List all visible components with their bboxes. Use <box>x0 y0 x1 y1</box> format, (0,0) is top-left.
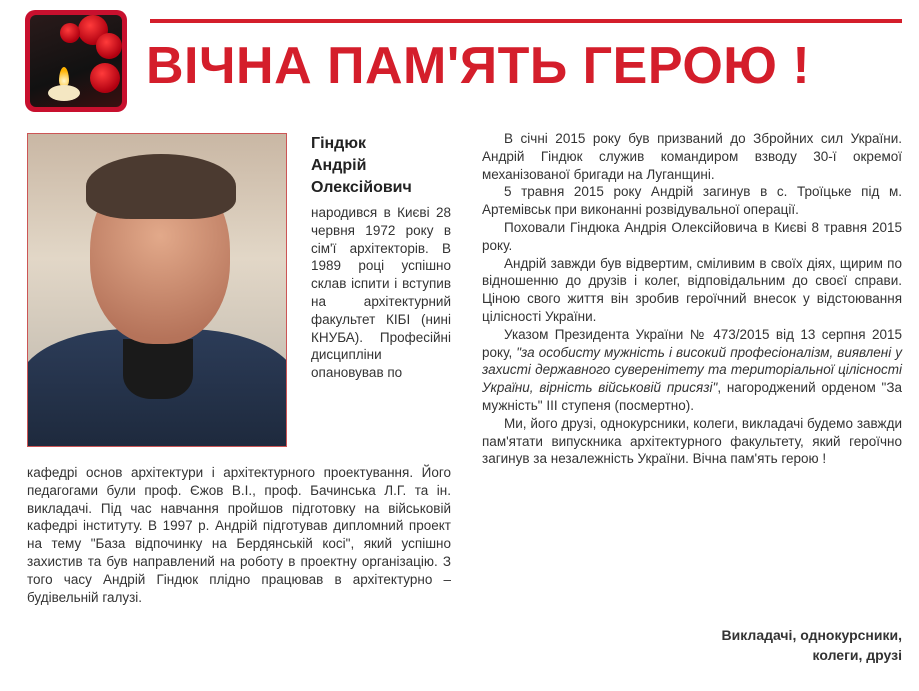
name-line-3: Олексійович <box>311 179 412 196</box>
paragraph-award <box>482 326 902 415</box>
portrait-photo <box>27 133 287 447</box>
signature <box>722 625 902 665</box>
name-line-1: Гіндюк <box>311 135 367 152</box>
signature-line-2: колеги, друзі <box>812 647 902 663</box>
person-name <box>311 133 412 199</box>
page-title: ВІЧНА ПАМ'ЯТЬ ГЕРОЮ ! <box>146 37 811 95</box>
signature-line-1: Викладачі, однокурсники, <box>721 627 902 643</box>
memorial-text <box>482 130 902 468</box>
header-rule <box>150 19 902 23</box>
memorial-candle-flowers-icon <box>25 10 127 112</box>
paragraph-tribute: Ми, його друзі, однокурсники, колеги, викладачі будемо завжди пам'ятати випускника архітектурного факультету, який героїчно загинув за незалежність України. Вічна пам'ять герою ! <box>482 415 902 467</box>
paragraph-character: Андрій завжди був відвертим, сміливим в своїх діях, щирим по відношенню до друзів і колег, відповідальним до своєї справи. Ціною свого життя він зробив героїчний внесок у відстоювання цілісності України. <box>482 255 902 324</box>
bio-text-wide: кафедрі основ архітектури і архітектурного проектування. Його педагогами були проф. Єжов В.І., проф. Бачинська Л.Г. та ін. викладачі. Під час навчання пройшов підготовку на військовій кафедрі інституту. В 1997 р. Андрій підготував дипломний проект на тему "База відпочинку на Бердянській косі", який успішно захистив та був направлений на роботу в проектну організацію. З того часу Андрій Гіндюк плідно працював в архітектурно – будівельній галузі. <box>27 465 451 605</box>
name-line-2: Андрій <box>311 157 367 174</box>
bio-text-narrow: народився в Києві 28 червня 1972 року в сім'ї архітекторів. В 1989 році успішно склав іспити і вступив на архітектурний факультет КІБІ (нині КНУБА). Професійні дисципліни опановував по <box>311 205 451 381</box>
paragraph-death: 5 травня 2015 року Андрій загинув в с. Троїцьке під м. Артемівськ при виконанні розвідувальної операції. <box>482 184 902 218</box>
award-end: , нагороджений орденом "За мужність" III ступеня (посмертно). <box>482 380 902 413</box>
paragraph-service: В січні 2015 року був призваний до Збройних сил України. Андрій Гіндюк служив командиром взводу 30-ї окремої механізованої бригади на Луганщині. <box>482 131 902 182</box>
award-intro: Указом Президента України № 473/2015 від 13 серпня 2015 року, <box>482 326 902 360</box>
paragraph-burial: Поховали Гіндюка Андрія Олексійовича в Києві 8 травня 2015 року. <box>482 219 902 253</box>
award-quote: "за особисту мужність і високий професіоналізм, виявлені у захисті державного суверенітету та територіальної цілісності України, вірність військовій присязі" <box>482 344 902 396</box>
